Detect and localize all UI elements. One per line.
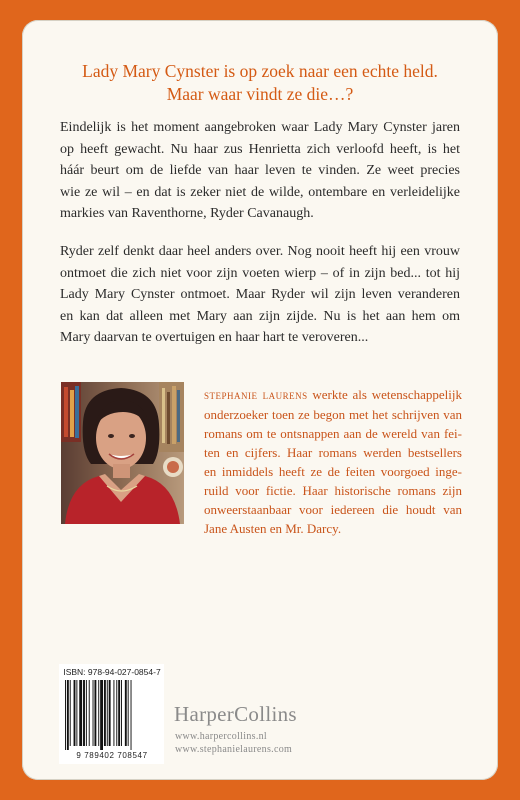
blurb-line: Eindelijk is het moment aangebroken waar Lady Mary Cynster jaren [60,120,460,135]
blurb-line: op heeft gewacht. Nu haar zus Henrietta zich verloofd heeft, is het [60,141,460,157]
blurb-line: en kan dat alleen met Mary aan zijn zijde. Nu is het aan hem om [60,308,460,324]
author-bio [204,385,462,538]
blurb-line: Lady Mary Cynster ontmoet. Maar Ryder wil zijn leven veranderen [60,287,460,302]
bio-line: onderzoeker toen ze begon met het schrijven van [204,407,462,422]
tagline-line-1: Lady Mary Cynster is op zoek naar een echte held. [82,61,438,81]
publisher-logo: HarperCollins [174,702,297,726]
blurb-line: Ryder zelf denkt daar heel anders over. Nog nooit heeft hij een vrouw [60,244,460,259]
tagline [40,60,480,106]
blurb-line: wie ze wil – en dat is zeker niet de wilde, ontembare en verleidelijke [60,184,460,200]
bio-line: romans om te ontsnappen aan de wereld van fei- [204,426,462,441]
barcode-digits: 9 789402 708547 [76,751,148,760]
author-url: www.stephanielaurens.com [175,744,293,755]
bio-line: ten en cijfers. Haar romans werden bestsellers [204,445,462,460]
blurb-paragraph-1 [60,117,460,225]
barcode-bars [65,680,158,750]
bio-line: onweerstaanbaar voor iedereen die houdt van [204,502,462,517]
isbn-label: ISBN: 978-94-027-0854-7 [63,667,161,677]
blurb-line: Mary daarvan te overtuigen en haar hart te veroveren... [60,330,369,345]
bio-line: en inmiddels heeft ze de feiten voorgoed inge- [204,464,462,479]
bio-line [204,385,462,405]
blurb-line: háár beurt om de liefde van haar leven te vinden. Ze weet precies [60,163,460,178]
bio-line-text: werkte als wetenschappelijk [307,387,462,402]
publisher-url: www.harpercollins.nl [175,731,267,742]
blurb-line: markies van Raventhorne, Ryder Cavanaugh. [60,206,314,221]
blurb-paragraph-2 [60,241,460,349]
tagline-line-2: Maar waar vindt ze die…? [166,84,354,104]
blurb-line: ontmoet die zich niet voor zijn voeten wierp – of in zijn bed... tot hij [60,265,460,281]
bio-line: Jane Austen en Mr. Darcy. [204,521,342,536]
author-name: stephanie laurens [204,388,308,402]
bio-line: ruild voor fictie. Haar historische romans zijn [204,483,462,498]
barcode [59,664,164,764]
author-photo [61,382,184,524]
